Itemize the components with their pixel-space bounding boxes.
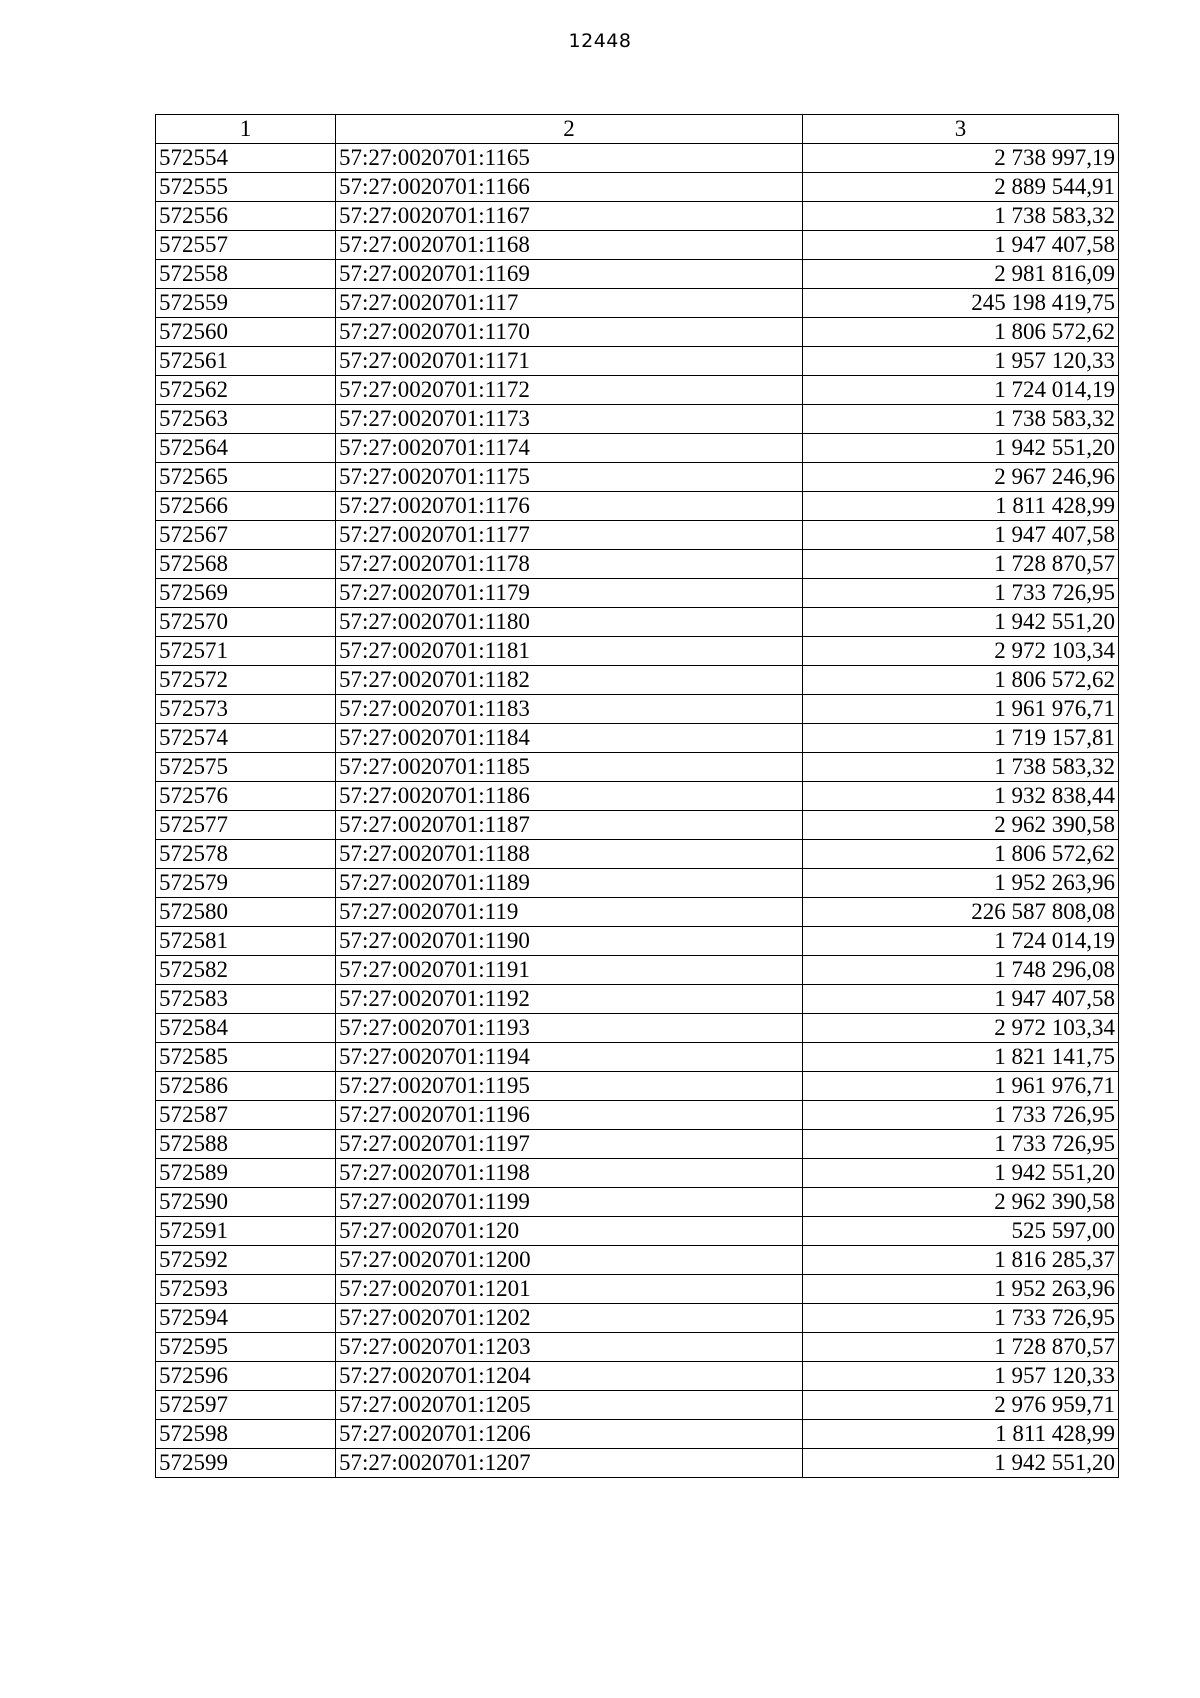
table-row <box>156 840 1119 869</box>
row-number-cell: 572566 <box>156 492 336 521</box>
cadastral-number-cell: 57:27:0020701:1190 <box>336 927 803 956</box>
value-cell: 1 806 572,62 <box>803 666 1119 695</box>
row-number-cell: 572573 <box>156 695 336 724</box>
row-number-cell: 572574 <box>156 724 336 753</box>
cadastral-number-cell: 57:27:0020701:1187 <box>336 811 803 840</box>
row-number-cell: 572564 <box>156 434 336 463</box>
row-number-cell: 572585 <box>156 1043 336 1072</box>
table-row <box>156 260 1119 289</box>
table-row <box>156 318 1119 347</box>
table-row <box>156 985 1119 1014</box>
row-number-cell: 572554 <box>156 144 336 173</box>
value-cell: 1 748 296,08 <box>803 956 1119 985</box>
row-number-cell: 572579 <box>156 869 336 898</box>
cadastral-number-cell: 57:27:0020701:1169 <box>336 260 803 289</box>
table-row <box>156 724 1119 753</box>
row-number-cell: 572570 <box>156 608 336 637</box>
row-number-cell: 572561 <box>156 347 336 376</box>
table-row <box>156 1014 1119 1043</box>
value-cell: 1 806 572,62 <box>803 840 1119 869</box>
table-row <box>156 579 1119 608</box>
table-row <box>156 753 1119 782</box>
cadastral-number-cell: 57:27:0020701:1168 <box>336 231 803 260</box>
row-number-cell: 572590 <box>156 1188 336 1217</box>
table-row <box>156 1246 1119 1275</box>
cadastral-number-cell: 57:27:0020701:1186 <box>336 782 803 811</box>
cadastral-number-cell: 57:27:0020701:1174 <box>336 434 803 463</box>
value-cell: 1 724 014,19 <box>803 927 1119 956</box>
cadastral-number-cell: 57:27:0020701:1207 <box>336 1449 803 1478</box>
row-number-cell: 572592 <box>156 1246 336 1275</box>
row-number-cell: 572591 <box>156 1217 336 1246</box>
row-number-cell: 572577 <box>156 811 336 840</box>
table-row <box>156 1275 1119 1304</box>
cadastral-number-cell: 57:27:0020701:1170 <box>336 318 803 347</box>
value-cell: 226 587 808,08 <box>803 898 1119 927</box>
value-cell: 1 942 551,20 <box>803 608 1119 637</box>
value-cell: 1 947 407,58 <box>803 521 1119 550</box>
header-col-2: 2 <box>336 115 803 144</box>
cadastral-number-cell: 57:27:0020701:117 <box>336 289 803 318</box>
table-row <box>156 637 1119 666</box>
table-row <box>156 1420 1119 1449</box>
value-cell: 2 962 390,58 <box>803 811 1119 840</box>
value-cell: 1 733 726,95 <box>803 1101 1119 1130</box>
row-number-cell: 572575 <box>156 753 336 782</box>
row-number-cell: 572559 <box>156 289 336 318</box>
value-cell: 1 733 726,95 <box>803 1304 1119 1333</box>
cadastral-number-cell: 57:27:0020701:1191 <box>336 956 803 985</box>
table-row <box>156 434 1119 463</box>
cadastral-number-cell: 57:27:0020701:1172 <box>336 376 803 405</box>
value-cell: 1 733 726,95 <box>803 1130 1119 1159</box>
value-cell: 1 942 551,20 <box>803 434 1119 463</box>
value-cell: 1 947 407,58 <box>803 231 1119 260</box>
cadastral-number-cell: 57:27:0020701:1202 <box>336 1304 803 1333</box>
table-row <box>156 666 1119 695</box>
cadastral-number-cell: 57:27:0020701:1179 <box>336 579 803 608</box>
value-cell: 1 961 976,71 <box>803 695 1119 724</box>
row-number-cell: 572562 <box>156 376 336 405</box>
cadastral-number-cell: 57:27:0020701:1206 <box>336 1420 803 1449</box>
row-number-cell: 572565 <box>156 463 336 492</box>
value-cell: 1 821 141,75 <box>803 1043 1119 1072</box>
table-row <box>156 1130 1119 1159</box>
row-number-cell: 572599 <box>156 1449 336 1478</box>
value-cell: 1 952 263,96 <box>803 869 1119 898</box>
table-row <box>156 869 1119 898</box>
row-number-cell: 572595 <box>156 1333 336 1362</box>
table-row <box>156 1304 1119 1333</box>
value-cell: 2 976 959,71 <box>803 1391 1119 1420</box>
cadastral-number-cell: 57:27:0020701:1192 <box>336 985 803 1014</box>
cadastral-number-cell: 57:27:0020701:1193 <box>336 1014 803 1043</box>
cadastral-number-cell: 57:27:0020701:1165 <box>336 144 803 173</box>
cadastral-number-cell: 57:27:0020701:1188 <box>336 840 803 869</box>
cadastral-number-cell: 57:27:0020701:1195 <box>336 1072 803 1101</box>
cadastral-number-cell: 57:27:0020701:1167 <box>336 202 803 231</box>
row-number-cell: 572584 <box>156 1014 336 1043</box>
value-cell: 1 952 263,96 <box>803 1275 1119 1304</box>
table-row <box>156 144 1119 173</box>
value-cell: 1 816 285,37 <box>803 1246 1119 1275</box>
cadastral-number-cell: 57:27:0020701:1182 <box>336 666 803 695</box>
cadastral-number-cell: 57:27:0020701:1196 <box>336 1101 803 1130</box>
table-row <box>156 347 1119 376</box>
value-cell: 1 724 014,19 <box>803 376 1119 405</box>
row-number-cell: 572589 <box>156 1159 336 1188</box>
value-cell: 1 942 551,20 <box>803 1159 1119 1188</box>
row-number-cell: 572583 <box>156 985 336 1014</box>
cadastral-number-cell: 57:27:0020701:1203 <box>336 1333 803 1362</box>
cadastral-number-cell: 57:27:0020701:119 <box>336 898 803 927</box>
cadastral-number-cell: 57:27:0020701:1177 <box>336 521 803 550</box>
value-cell: 2 738 997,19 <box>803 144 1119 173</box>
table-row <box>156 492 1119 521</box>
value-cell: 1 947 407,58 <box>803 985 1119 1014</box>
cadastral-number-cell: 57:27:0020701:1201 <box>336 1275 803 1304</box>
table-row <box>156 811 1119 840</box>
value-cell: 1 811 428,99 <box>803 492 1119 521</box>
value-cell: 1 733 726,95 <box>803 579 1119 608</box>
row-number-cell: 572587 <box>156 1101 336 1130</box>
cadastral-number-cell: 57:27:0020701:1204 <box>336 1362 803 1391</box>
value-cell: 2 889 544,91 <box>803 173 1119 202</box>
row-number-cell: 572556 <box>156 202 336 231</box>
value-cell: 1 728 870,57 <box>803 1333 1119 1362</box>
cadastral-number-cell: 57:27:0020701:1175 <box>336 463 803 492</box>
row-number-cell: 572568 <box>156 550 336 579</box>
cadastral-number-cell: 57:27:0020701:1198 <box>336 1159 803 1188</box>
value-cell: 1 957 120,33 <box>803 347 1119 376</box>
cadastral-number-cell: 57:27:0020701:1184 <box>336 724 803 753</box>
cadastral-number-cell: 57:27:0020701:1185 <box>336 753 803 782</box>
table-row <box>156 1217 1119 1246</box>
row-number-cell: 572571 <box>156 637 336 666</box>
table-row <box>156 608 1119 637</box>
value-cell: 2 962 390,58 <box>803 1188 1119 1217</box>
table-row <box>156 782 1119 811</box>
value-cell: 1 806 572,62 <box>803 318 1119 347</box>
value-cell: 2 972 103,34 <box>803 637 1119 666</box>
cadastral-number-cell: 57:27:0020701:1180 <box>336 608 803 637</box>
table-row <box>156 1333 1119 1362</box>
value-cell: 2 967 246,96 <box>803 463 1119 492</box>
row-number-cell: 572598 <box>156 1420 336 1449</box>
row-number-cell: 572588 <box>156 1130 336 1159</box>
table-header <box>156 115 1119 144</box>
table-row <box>156 927 1119 956</box>
cadastral-number-cell: 57:27:0020701:1181 <box>336 637 803 666</box>
row-number-cell: 572593 <box>156 1275 336 1304</box>
value-cell: 1 738 583,32 <box>803 405 1119 434</box>
table-row <box>156 1449 1119 1478</box>
header-col-3: 3 <box>803 115 1119 144</box>
table-row <box>156 521 1119 550</box>
table-row <box>156 550 1119 579</box>
table-row <box>156 1188 1119 1217</box>
row-number-cell: 572558 <box>156 260 336 289</box>
table-row <box>156 1391 1119 1420</box>
value-cell: 1 961 976,71 <box>803 1072 1119 1101</box>
header-row <box>156 115 1119 144</box>
row-number-cell: 572586 <box>156 1072 336 1101</box>
header-col-1: 1 <box>156 115 336 144</box>
table-body <box>156 144 1119 1478</box>
data-table <box>155 114 1119 1478</box>
row-number-cell: 572597 <box>156 1391 336 1420</box>
row-number-cell: 572576 <box>156 782 336 811</box>
value-cell: 1 728 870,57 <box>803 550 1119 579</box>
table-row <box>156 202 1119 231</box>
value-cell: 1 957 120,33 <box>803 1362 1119 1391</box>
cadastral-number-cell: 57:27:0020701:1200 <box>336 1246 803 1275</box>
row-number-cell: 572572 <box>156 666 336 695</box>
row-number-cell: 572582 <box>156 956 336 985</box>
table-row <box>156 289 1119 318</box>
table-row <box>156 956 1119 985</box>
value-cell: 1 932 838,44 <box>803 782 1119 811</box>
value-cell: 1 738 583,32 <box>803 753 1119 782</box>
row-number-cell: 572580 <box>156 898 336 927</box>
table-row <box>156 1072 1119 1101</box>
table-row <box>156 173 1119 202</box>
cadastral-number-cell: 57:27:0020701:1205 <box>336 1391 803 1420</box>
row-number-cell: 572596 <box>156 1362 336 1391</box>
cadastral-number-cell: 57:27:0020701:1173 <box>336 405 803 434</box>
row-number-cell: 572563 <box>156 405 336 434</box>
row-number-cell: 572594 <box>156 1304 336 1333</box>
table-row <box>156 1159 1119 1188</box>
row-number-cell: 572555 <box>156 173 336 202</box>
table-row <box>156 405 1119 434</box>
value-cell: 1 738 583,32 <box>803 202 1119 231</box>
row-number-cell: 572578 <box>156 840 336 869</box>
value-cell: 2 972 103,34 <box>803 1014 1119 1043</box>
value-cell: 1 719 157,81 <box>803 724 1119 753</box>
cadastral-number-cell: 57:27:0020701:1178 <box>336 550 803 579</box>
cadastral-number-cell: 57:27:0020701:1183 <box>336 695 803 724</box>
value-cell: 245 198 419,75 <box>803 289 1119 318</box>
table-row <box>156 463 1119 492</box>
value-cell: 2 981 816,09 <box>803 260 1119 289</box>
value-cell: 1 811 428,99 <box>803 1420 1119 1449</box>
cadastral-number-cell: 57:27:0020701:1171 <box>336 347 803 376</box>
cadastral-number-cell: 57:27:0020701:1189 <box>336 869 803 898</box>
cadastral-number-cell: 57:27:0020701:1194 <box>336 1043 803 1072</box>
row-number-cell: 572581 <box>156 927 336 956</box>
table-row <box>156 1101 1119 1130</box>
table-row <box>156 898 1119 927</box>
table-row <box>156 231 1119 260</box>
cadastral-number-cell: 57:27:0020701:1199 <box>336 1188 803 1217</box>
cadastral-number-cell: 57:27:0020701:120 <box>336 1217 803 1246</box>
row-number-cell: 572557 <box>156 231 336 260</box>
row-number-cell: 572567 <box>156 521 336 550</box>
table-row <box>156 1043 1119 1072</box>
table-row <box>156 1362 1119 1391</box>
table-row <box>156 376 1119 405</box>
value-cell: 1 942 551,20 <box>803 1449 1119 1478</box>
cadastral-number-cell: 57:27:0020701:1197 <box>336 1130 803 1159</box>
page-number: 12448 <box>568 30 632 52</box>
cadastral-number-cell: 57:27:0020701:1176 <box>336 492 803 521</box>
cadastral-number-cell: 57:27:0020701:1166 <box>336 173 803 202</box>
table-row <box>156 695 1119 724</box>
row-number-cell: 572569 <box>156 579 336 608</box>
value-cell: 525 597,00 <box>803 1217 1119 1246</box>
row-number-cell: 572560 <box>156 318 336 347</box>
